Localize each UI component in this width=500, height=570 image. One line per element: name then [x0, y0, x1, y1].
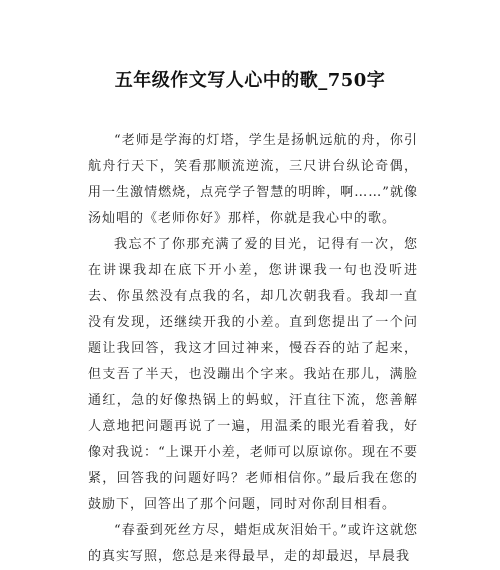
paragraph-3: “春蚕到死丝方尽，蜡炬成灰泪始干。”或许这就您的真实写照，您总是来得最早，走的却最迟，早晨我 [88, 523, 418, 564]
document-body [88, 128, 418, 570]
paragraph-1: “老师是学海的灯塔，学生是扬帆远航的舟，你引航舟行天下，笑看那顺流逆流，三尺讲台纵论奇偶，用一生激情燃烧，点亮学子智慧的明眸，啊……”就像汤灿唱的《老师你好》那样，你就是我心中的歌。 [88, 133, 418, 226]
paragraph-2: 我忘不了你那充满了爱的目光，记得有一次，您在讲课我却在底下开小差，您讲课我一句也没听进去、你虽然没有点我的名，却几次朝我看。我却一直没有发现，还继续开我的小差。直到您提出了一个问题让我回答，我这才回过神来，慢吞吞的站了起来，但支吾了半天，也没蹦出个字来。我站在那儿，满脸通红，急的好像热锅上的蚂蚁，汗直往下流，您善解人意地把问题再说了一遍，用温柔的眼光看着我，好像对我说：“上课开小差，老师可以原谅你。现在不要紧，回答我的问题好吗？老师相信你。”最后我在您的鼓励下，回答出了那个问题，同时对你刮目相看。 [88, 237, 418, 512]
document-title: 五年级作文写人心中的歌_750字 [114, 70, 386, 91]
